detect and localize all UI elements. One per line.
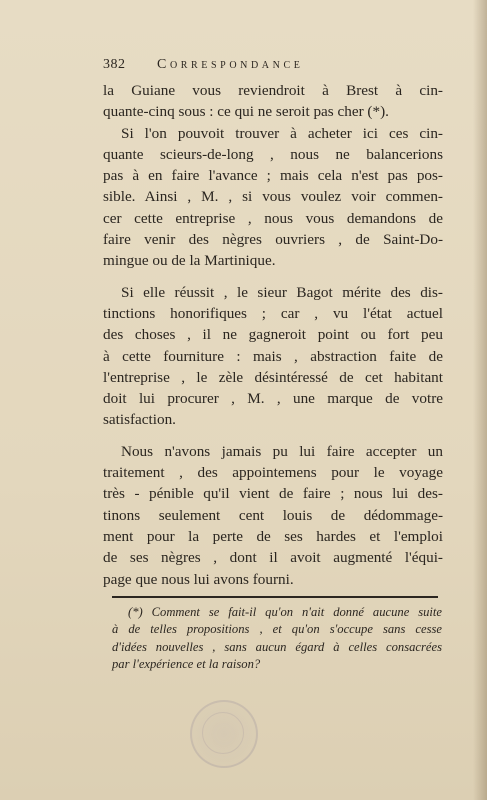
text-line: Si elle réussit , le sieur Bagot mérite des dis-	[121, 283, 443, 301]
text-line: mingue ou de la Martinique.	[103, 252, 276, 270]
text-line: ment pour la perte de ses hardes et l'emploi	[103, 527, 443, 545]
text-line: traitement , des appointemens pour le voyage	[103, 464, 443, 482]
text-line: quante scieurs-de-long , nous ne balancerions	[103, 145, 443, 163]
footnote-line: d'idées nouvelles , sans aucun égard à celles consacrées	[112, 639, 442, 654]
page-number: 382	[103, 57, 126, 72]
text-line: page que nous lui avons fourni.	[103, 570, 294, 588]
text-line: des choses , il ne gagneroit point ou fort peu	[103, 326, 443, 344]
text-line: faire venir des nègres ouvriers , de Saint-Do-	[103, 231, 443, 249]
footnote-line: à de telles propositions , et qu'on s'occupe sans cesse	[112, 622, 442, 637]
text-line: Nous n'avons jamais pu lui faire accepter un	[121, 442, 443, 460]
text-line: doit lui procurer , M. , une marque de votre	[103, 390, 443, 408]
text-line: la Guiane vous reviendroit à Brest à cin-	[103, 82, 443, 99]
library-stamp-icon	[190, 700, 258, 768]
page-header	[103, 55, 403, 77]
footnote	[112, 604, 442, 674]
running-head: Correspondance	[157, 57, 304, 72]
text-line: cer cette entreprise , nous vous demandons de	[103, 209, 443, 227]
page-gutter-shadow	[473, 0, 487, 800]
footnote-line: par l'expérience et la raison?	[112, 657, 261, 672]
text-line: tinons seulement cent louis de dédommage-	[103, 506, 443, 524]
text-line: l'entreprise , le zèle désintéressé de cet habitant	[103, 368, 443, 386]
text-line: sible. Ainsi , M. , si vous voulez voir commen-	[103, 188, 443, 206]
body-text	[103, 80, 443, 590]
footnote-rule	[112, 596, 438, 598]
text-line: pas à en faire l'avance ; mais cela n'est pas pos-	[103, 167, 443, 185]
text-line: Si l'on pouvoit trouver à acheter ici ces cin-	[121, 124, 443, 142]
text-line: à cette fourniture : mais , abstraction faite de	[103, 347, 443, 365]
text-line: de ses nègres , dont il avoit augmenté l'équi-	[103, 549, 443, 567]
stamp-inner-ring	[202, 712, 244, 754]
text-line: très - pénible qu'il vient de faire ; nous lui des-	[103, 485, 443, 503]
text-line: quante-cinq sous : ce qui ne seroit pas cher (*).	[103, 103, 389, 121]
text-line: tinctions honorifiques ; car , vu l'état actuel	[103, 304, 443, 322]
paragraph-gap	[103, 431, 443, 441]
footnote-line: (*) Comment se fait-il qu'on n'ait donné aucune suite	[128, 605, 442, 619]
paragraph-gap	[103, 272, 443, 282]
text-line: satisfaction.	[103, 411, 176, 429]
